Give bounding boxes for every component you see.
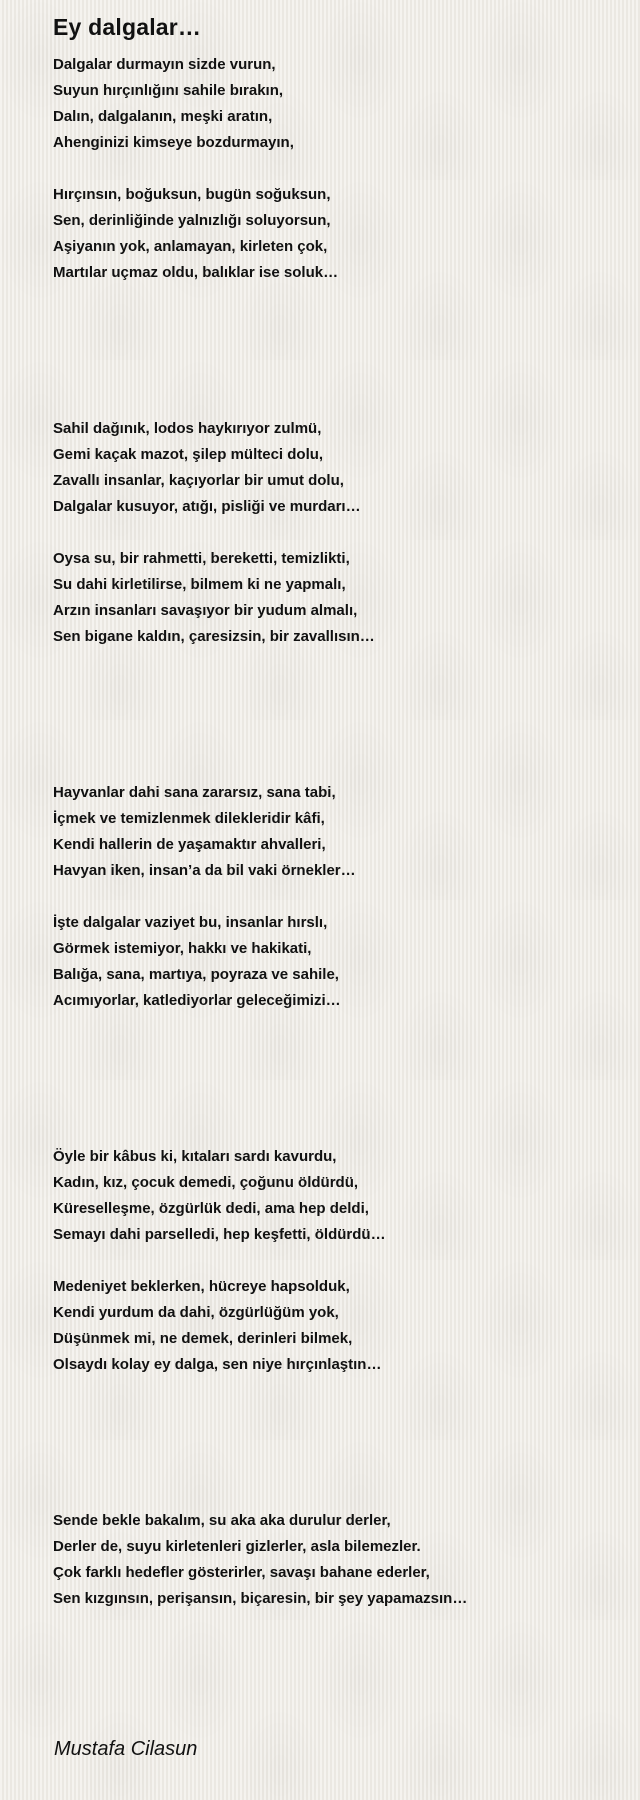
poem-line: Arzın insanları savaşıyor bir yudum almalı, [53,602,358,619]
poem-line: Küreselleşme, özgürlük dedi, ama hep deldi, [53,1200,369,1217]
poem-line: Martılar uçmaz oldu, balıklar ise soluk… [53,264,339,281]
poem-line: Hırçınsın, boğuksun, bugün soğuksun, [53,186,331,203]
section-spacer [53,1014,613,1144]
stanza-spacer [53,884,613,910]
poem-container [53,12,613,1612]
poem-line: Acımıyorlar, katlediyorlar geleceğimizi… [53,992,341,1009]
poem-line: Sen bigane kaldın, çaresizsin, bir zavallısın… [53,628,375,645]
poem-line: Sen kızgınsın, perişansın, biçaresin, bir şey yapamazsın… [53,1590,468,1607]
poem-line: Ahenginizi kimseye bozdurmayın, [53,134,294,151]
stanza-3 [53,416,613,520]
poem-line: Hayvanlar dahi sana zararsız, sana tabi, [53,784,336,801]
poem-title: Ey dalgalar… [53,14,202,40]
poem-author: Mustafa Cilasun [54,1738,198,1760]
stanza-9 [53,1508,613,1612]
poem-line: Dalgalar durmayın sizde vurun, [53,56,276,73]
stanza-6 [53,910,613,1014]
poem-line: Kadın, kız, çocuk demedi, çoğunu öldürdü, [53,1174,359,1191]
poem-line: Gemi kaçak mazot, şilep mülteci dolu, [53,446,324,463]
poem-line: İşte dalgalar vaziyet bu, insanlar hırslı, [53,914,328,931]
poem-line: Medeniyet beklerken, hücreye hapsolduk, [53,1278,350,1295]
poem-line: Sen, derinliğinde yalnızlığı soluyorsun, [53,212,331,229]
poem-line: Öyle bir kâbus ki, kıtaları sardı kavurdu, [53,1148,337,1165]
poem-line: İçmek ve temizlenmek dilekleridir kâfi, [53,810,325,827]
poem-line: Balığa, sana, martıya, poyraza ve sahile, [53,966,339,983]
poem-line: Zavallı insanlar, kaçıyorlar bir umut dolu, [53,472,344,489]
stanza-7 [53,1144,613,1248]
poem-line: Dalın, dalgalanın, meşki aratın, [53,108,273,125]
stanza-2 [53,182,613,286]
stanza-spacer [53,1248,613,1274]
section-spacer [53,1378,613,1508]
poem-line: Semayı dahi parselledi, hep keşfetti, öldürdü… [53,1226,386,1243]
poem-line: Aşiyanın yok, anlamayan, kirleten çok, [53,238,328,255]
poem-line: Düşünmek mi, ne demek, derinleri bilmek, [53,1330,353,1347]
poem-line: Sahil dağınık, lodos haykırıyor zulmü, [53,420,322,437]
stanza-spacer [53,520,613,546]
poem-line: Kendi hallerin de yaşamaktır ahvalleri, [53,836,326,853]
poem-line: Havyan iken, insan’a da bil vaki örnekler… [53,862,356,879]
stanza-4 [53,546,613,650]
stanza-8 [53,1274,613,1378]
poem-line: Çok farklı hedefler gösterirler, savaşı bahane ederler, [53,1564,430,1581]
stanza-5 [53,780,613,884]
stanza-spacer [53,156,613,182]
poem-line: Olsaydı kolay ey dalga, sen niye hırçınlaştın… [53,1356,382,1373]
poem-line: Sende bekle bakalım, su aka aka durulur derler, [53,1512,391,1529]
poem-line: Suyun hırçınlığını sahile bırakın, [53,82,284,99]
poem-line: Görmek istemiyor, hakkı ve hakikati, [53,940,312,957]
section-spacer [53,650,613,780]
section-spacer [53,286,613,416]
poem-line: Oysa su, bir rahmetti, bereketti, temizlikti, [53,550,350,567]
poem-line: Kendi yurdum da dahi, özgürlüğüm yok, [53,1304,339,1321]
stanza-1 [53,52,613,156]
poem-line: Derler de, suyu kirletenleri gizlerler, asla bilemezler. [53,1538,421,1555]
poem-line: Su dahi kirletilirse, bilmem ki ne yapmalı, [53,576,346,593]
poem-line: Dalgalar kusuyor, atığı, pisliği ve murdarı… [53,498,361,515]
